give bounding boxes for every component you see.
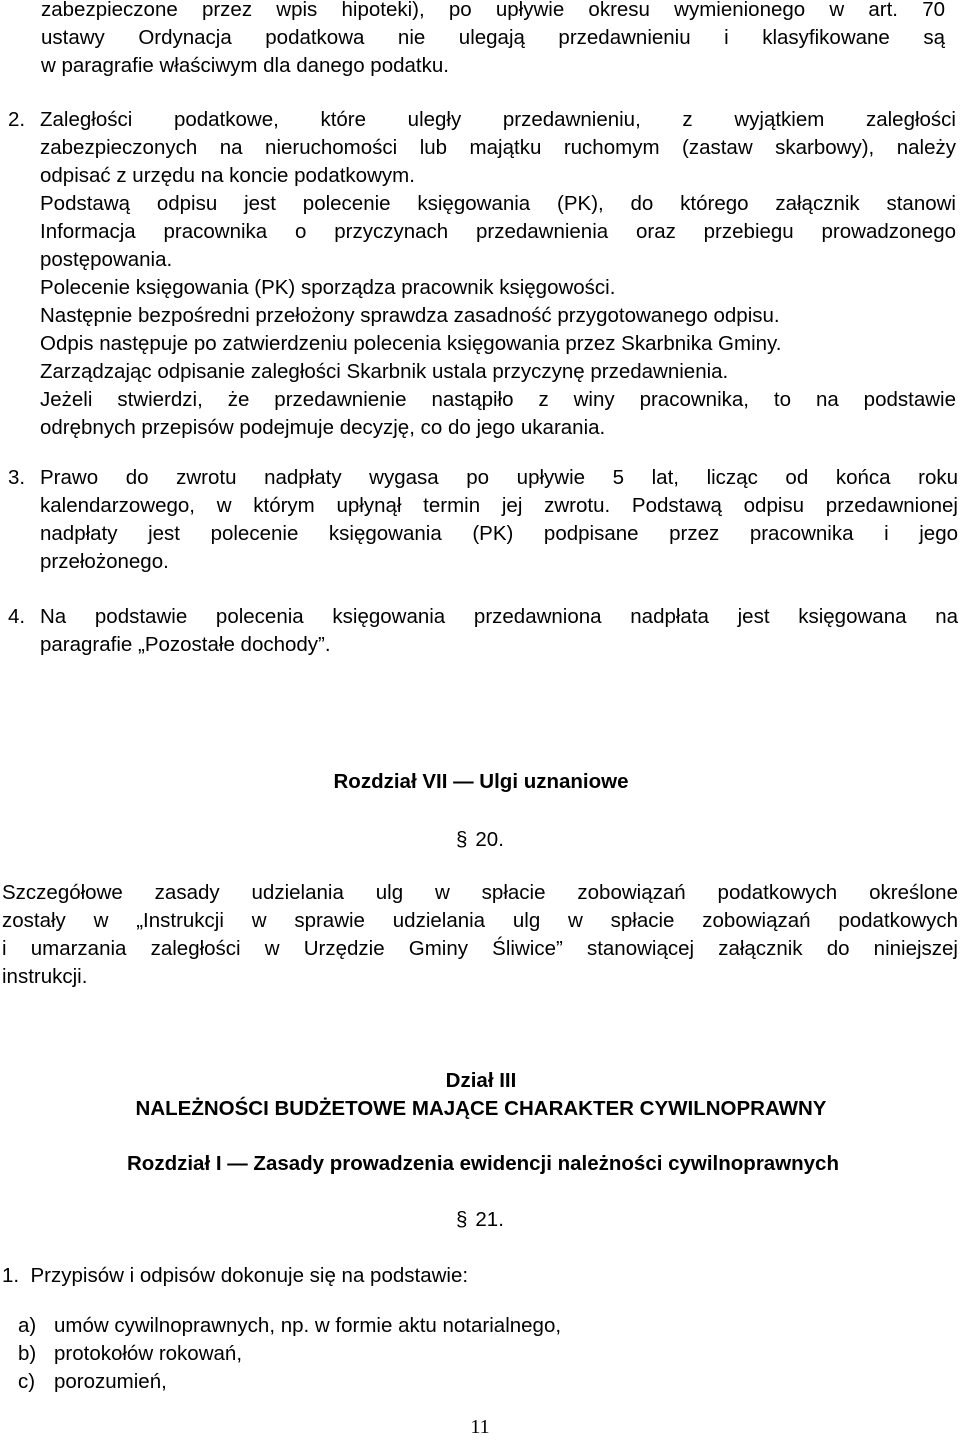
paragraph-number: 21. bbox=[475, 1208, 504, 1231]
chapter-7-paragraph bbox=[2, 879, 958, 991]
chapter-heading: Rozdział VII — Ulgi uznaniowe bbox=[333, 770, 629, 793]
text-line: zostały w „Instrukcji w sprawie udzielania ulg w spłacie zobowiązań podatkowych bbox=[2, 909, 958, 932]
list-text: protokołów rokowań, bbox=[54, 1342, 243, 1365]
list-item bbox=[18, 1340, 242, 1368]
text-line: Na podstawie polecenia księgowania przedawniona nadpłata jest księgowana na bbox=[40, 605, 958, 628]
list-item bbox=[18, 1368, 167, 1396]
text-line: kalendarzowego, w którym upłynął termin jej zwrotu. Podstawą odpisu przedawnionej bbox=[40, 494, 958, 517]
text-line: zabezpieczonych na nieruchomości lub majątku ruchomym (zastaw skarbowy), należy bbox=[40, 136, 956, 159]
list-marker: c) bbox=[18, 1370, 36, 1393]
paragraph-sign: § bbox=[456, 828, 468, 851]
item-number: 4. bbox=[8, 605, 26, 628]
item-number: 3. bbox=[8, 466, 26, 489]
text-line: paragrafie „Pozostałe dochody”. bbox=[40, 633, 331, 656]
text-line: Podstawą odpisu jest polecenie księgowania (PK), do którego załącznik stanowi bbox=[40, 192, 956, 215]
text-line: Zarządzając odpisanie zaległości Skarbnik ustala przyczynę przedawnienia. bbox=[40, 360, 729, 383]
item-2-text bbox=[40, 106, 956, 442]
text-line: odrębnych przepisów podejmuje decyzję, co do jego ukarania. bbox=[40, 416, 606, 439]
text-line: przełożonego. bbox=[40, 550, 169, 573]
text-line: zabezpieczone przez wpis hipoteki), po upływie okresu wymienionego w art. 70 bbox=[41, 0, 945, 21]
text-line: w paragrafie właściwym dla danego podatku. bbox=[41, 54, 449, 77]
paragraph-mark bbox=[456, 826, 504, 854]
division-title: Dział III bbox=[445, 1069, 517, 1092]
item-number: 2. bbox=[8, 108, 26, 131]
intro-paragraph bbox=[41, 0, 945, 80]
text-line: Odpis następuje po zatwierdzeniu polecenia księgowania przez Skarbnika Gminy. bbox=[40, 332, 782, 355]
text-line: Szczegółowe zasady udzielania ulg w spłacie zobowiązań podatkowych określone bbox=[2, 881, 958, 904]
list-item-1: 1. Przypisów i odpisów dokonuje się na podstawie: bbox=[2, 1264, 469, 1287]
division-subtitle: NALEŻNOŚCI BUDŻETOWE MAJĄCE CHARAKTER CYWILNOPRAWNY bbox=[135, 1097, 827, 1120]
text-line: i umarzania zaległości w Urzędzie Gminy Śliwice” stanowiącej załącznik do niniejszej bbox=[2, 937, 958, 960]
list-text: umów cywilnoprawnych, np. w formie aktu notarialnego, bbox=[54, 1314, 562, 1337]
chapter-heading: Rozdział I — Zasady prowadzenia ewidencji należności cywilnoprawnych bbox=[127, 1152, 839, 1175]
text-line: Prawo do zwrotu nadpłaty wygasa po upływie 5 lat, licząc od końca roku bbox=[40, 466, 958, 489]
paragraph-sign: § bbox=[456, 1208, 468, 1231]
text-line: Zaległości podatkowe, które uległy przedawnieniu, z wyjątkiem zaległości bbox=[40, 108, 956, 131]
text-line: Jeżeli stwierdzi, że przedawnienie nastąpiło z winy pracownika, to na podstawie bbox=[40, 388, 956, 411]
paragraph-number: 20. bbox=[475, 828, 504, 851]
text-line: Polecenie księgowania (PK) sporządza pracownik księgowości. bbox=[40, 276, 616, 299]
text-line: Następnie bezpośredni przełożony sprawdza zasadność przygotowanego odpisu. bbox=[40, 304, 780, 327]
list-item bbox=[18, 1312, 561, 1340]
text-line: Informacja pracownika o przyczynach przedawnienia oraz przebiegu prowadzonego bbox=[40, 220, 956, 243]
list-marker: a) bbox=[18, 1314, 37, 1337]
item-3-text bbox=[40, 464, 958, 576]
list-text: porozumień, bbox=[54, 1370, 167, 1393]
page-number: 11 bbox=[470, 1416, 490, 1438]
paragraph-mark bbox=[456, 1206, 504, 1234]
item-4-text bbox=[40, 603, 958, 659]
text-line: ustawy Ordynacja podatkowa nie ulegają przedawnieniu i klasyfikowane są bbox=[41, 26, 945, 49]
list-marker: b) bbox=[18, 1342, 37, 1365]
text-line: odpisać z urzędu na koncie podatkowym. bbox=[40, 164, 415, 187]
text-line: nadpłaty jest polecenie księgowania (PK) podpisane przez pracownika i jego bbox=[40, 522, 958, 545]
text-line: instrukcji. bbox=[2, 965, 88, 988]
text-line: postępowania. bbox=[40, 248, 173, 271]
